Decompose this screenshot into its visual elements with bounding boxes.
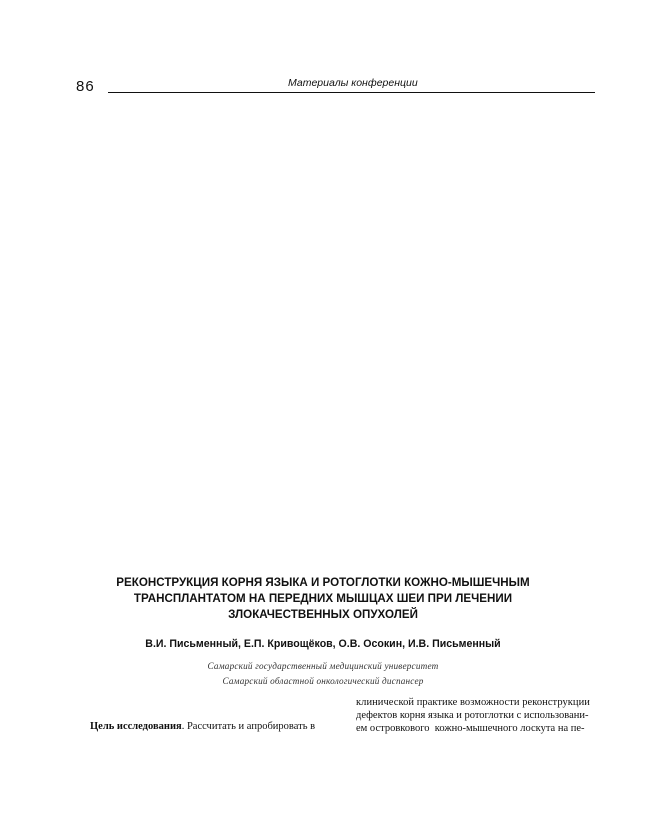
affiliation-1: Самарский государственный медицинский университет xyxy=(207,661,439,671)
header-rule xyxy=(108,92,595,93)
section-label: Цель исследования xyxy=(90,721,182,732)
running-title: Материалы конференции xyxy=(288,77,418,89)
article-title-line-3: ЗЛОКАЧЕСТВЕННЫХ ОПУХОЛЕЙ xyxy=(228,608,418,621)
article-title-line-2: ТРАНСПЛАНТАТОМ НА ПЕРЕДНИХ МЫШЦАХ ШЕИ ПРИ ЛЕЧЕНИИ xyxy=(133,592,513,605)
section-text: . Рассчитать и апробировать в xyxy=(181,721,316,732)
body-right-line-3: ем островкового кожно-мышечного лоскута на пе- xyxy=(356,723,585,734)
article-title-line-1: РЕКОНСТРУКЦИЯ КОРНЯ ЯЗЫКА И РОТОГЛОТКИ КОЖНО-МЫШЕЧНЫМ xyxy=(116,576,530,589)
body-right-line-1: клинической практике возможности реконструкции xyxy=(356,697,590,708)
body-right-line-2: дефектов корня языка и ротоглотки с использовани- xyxy=(356,710,589,721)
authors: В.И. Письменный, Е.П. Кривощёков, О.В. Осокин, И.В. Письменный xyxy=(145,638,501,650)
body-left-line-1 xyxy=(90,721,315,732)
affiliation-2: Самарский областной онкологический диспансер xyxy=(222,676,424,686)
page-number: 86 xyxy=(76,78,95,95)
